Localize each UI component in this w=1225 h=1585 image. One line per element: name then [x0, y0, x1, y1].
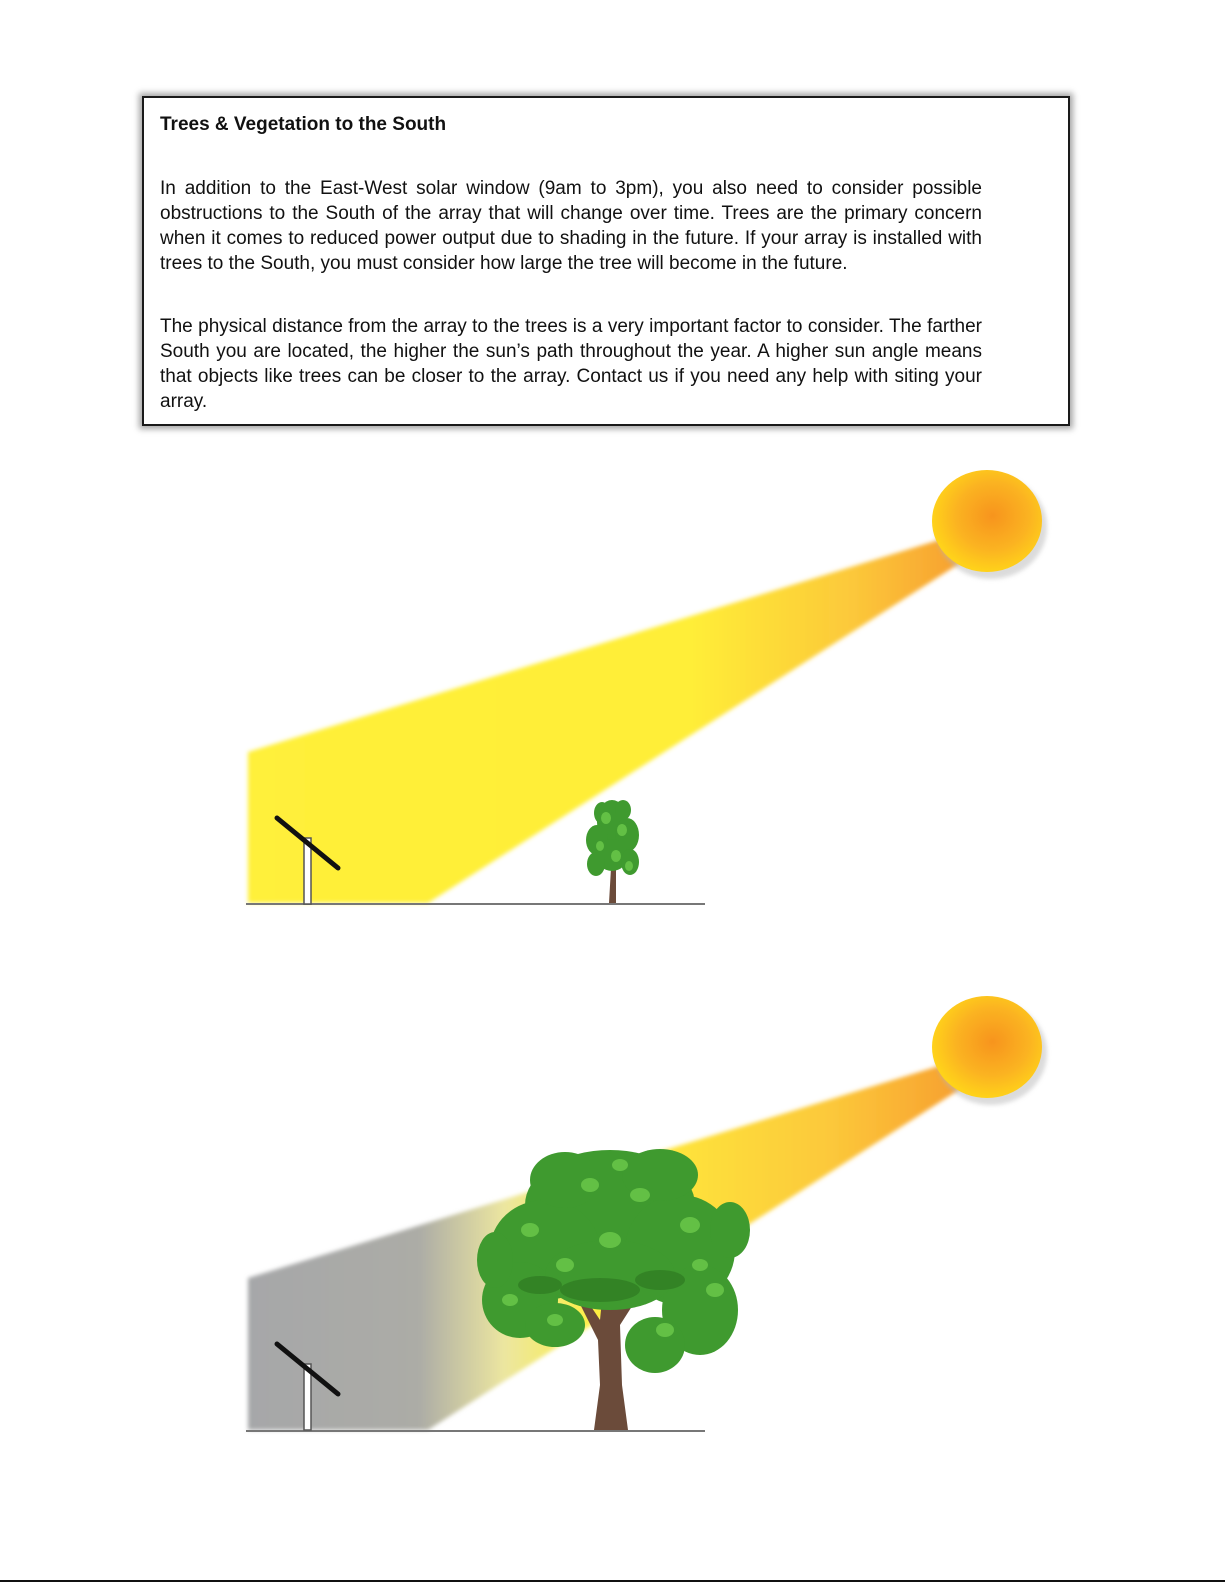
diagram-mature-tree	[0, 985, 1225, 1455]
info-box	[142, 96, 1070, 426]
info-paragraph-2: The physical distance from the array to the trees is a very important factor to consider. The farther South you are located, the higher the sun’s path throughout the year. A higher sun angle means that objects like trees can be closer to the array. Contact us if you need any help with siting your array.	[160, 316, 982, 412]
young-tree	[586, 800, 639, 903]
info-box-title: Trees & Vegetation to the South	[160, 114, 447, 135]
diagram-young-tree	[0, 460, 1225, 920]
sun	[932, 996, 1042, 1098]
page-bottom-rule	[0, 1580, 1225, 1582]
sun	[932, 470, 1042, 572]
info-paragraph-1: In addition to the East-West solar window (9am to 3pm), you also need to consider possible obstructions to the South of the array that will change over time. Trees are the primary concern when it comes to reduced power output due to shading in the future. If your array is installed with trees to the South, you must consider how large the tree will become in the future.	[160, 178, 982, 274]
